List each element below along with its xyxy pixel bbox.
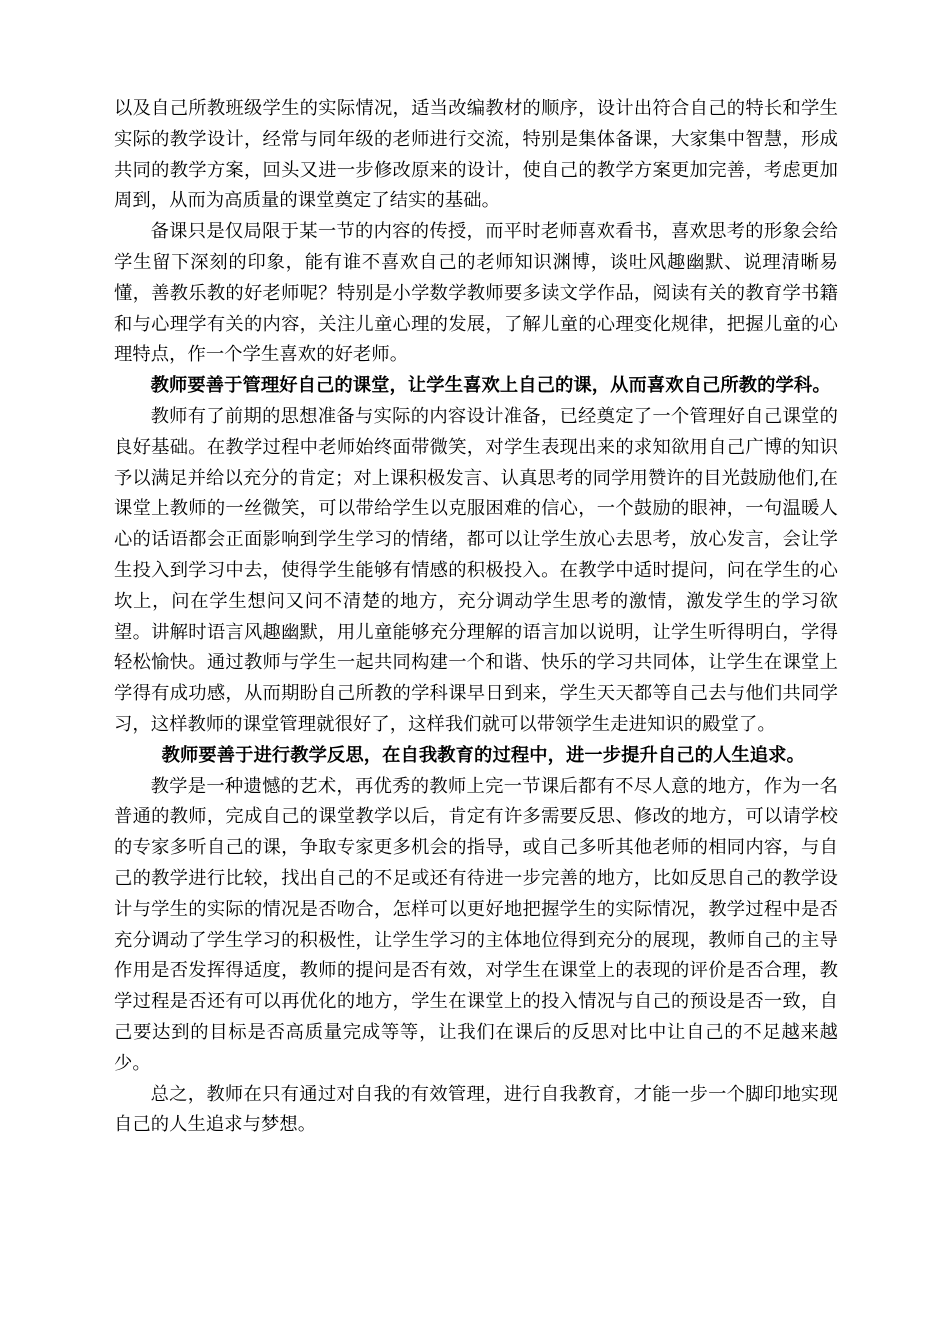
heading-classroom-management: 教师要善于管理好自己的课堂，让学生喜欢上自己的课，从而喜欢自己所教的学科。 [150,375,831,397]
paragraph-classroom-management: 教师有了前期的思想准备与实际的内容设计准备，已经奠定了一个管理好自己课堂的良好基础。在教学过程中老师始终面带微笑，对学生表现出来的求知欲用自己广博的知识予以满足并给以充分的肯定；对上课积极发言、认真思考的同学用赞许的目光鼓励他们,在课堂上教师的一丝微笑，可以带给学生以克服困难的信心，一个鼓励的眼神，一句温暖人心的话语都会正面影响到学生学习的情绪，都可以让学生放心去思考，放心发言，会让学生投入到学习中去，使得学生能够有情感的积极投入。在教学中适时提问，问在学生的心坎上，问在学生想问又问不清楚的地方，充分调动学生思考的激情，激发学生的学习欲望。讲解时语言风趣幽默，用儿童能够充分理解的语言加以说明，让学生听得明白，学得轻松愉快。通过教师与学生一起共同构建一个和谐、快乐的学习共同体，让学生在课堂上学得有成功感，从而期盼自己所教的学科课早日到来，学生天天都等自己去与他们共同学习，这样教师的课堂管理就很好了，这样我们就可以带领学生走进知识的殿堂了。 [114,405,838,735]
document-body [114,94,838,1141]
paragraph-lesson-prep: 备课只是仅局限于某一节的内容的传授，而平时老师喜欢看书，喜欢思考的形象会给学生留下深刻的印象，能有谁不喜欢自己的老师知识渊博，谈吐风趣幽默、说理清晰易懂，善教乐教的好老师呢？特别是小学数学教师要多读文学作品，阅读有关的教育学书籍和与心理学有关的内容，关注儿童心理的发展，了解儿童的心理变化规律，把握儿童的心理特点，作一个学生喜欢的好老师。 [114,221,838,366]
paragraph-continuation: 以及自己所教班级学生的实际情况，适当改编教材的顺序，设计出符合自己的特长和学生实际的教学设计，经常与同年级的老师进行交流，特别是集体备课，大家集中智慧，形成共同的教学方案，回头又进一步修改原来的设计，使自己的教学方案更加完善，考虑更加周到，从而为高质量的课堂奠定了结实的基础。 [114,98,838,212]
heading-teaching-reflection: 教师要善于进行教学反思，在自我教育的过程中，进一步提升自己的人生追求。 [161,744,805,766]
paragraph-teaching-reflection: 教学是一种遗憾的艺术，再优秀的教师上完一节课后都有不尽人意的地方，作为一名普通的教师，完成自己的课堂教学以后，肯定有许多需要反思、修改的地方，可以请学校的专家多听自己的课，争取专家更多机会的指导，或自己多听其他老师的相同内容，与自己的教学进行比较，找出自己的不足或还有待进一步完善的地方，比如反思自己的教学设计与学生的实际的情况是否吻合，怎样可以更好地把握学生的实际情况，教学过程中是否充分调动了学生学习的积极性，让学生学习的主体地位得到充分的展现，教师自己的主导作用是否发挥得适度，教师的提问是否有效，对学生在课堂上的表现的评价是否合理，教学过程是否还有可以再优化的地方，学生在课堂上的投入情况与自己的预设是否一致，自己要达到的目标是否高质量完成等等，让我们在课后的反思对比中让自己的不足越来越少。 [114,775,838,1074]
paragraph-conclusion: 总之，教师在只有通过对自我的有效管理，进行自我教育，才能一步一个脚印地实现自己的人生追求与梦想。 [114,1083,838,1136]
